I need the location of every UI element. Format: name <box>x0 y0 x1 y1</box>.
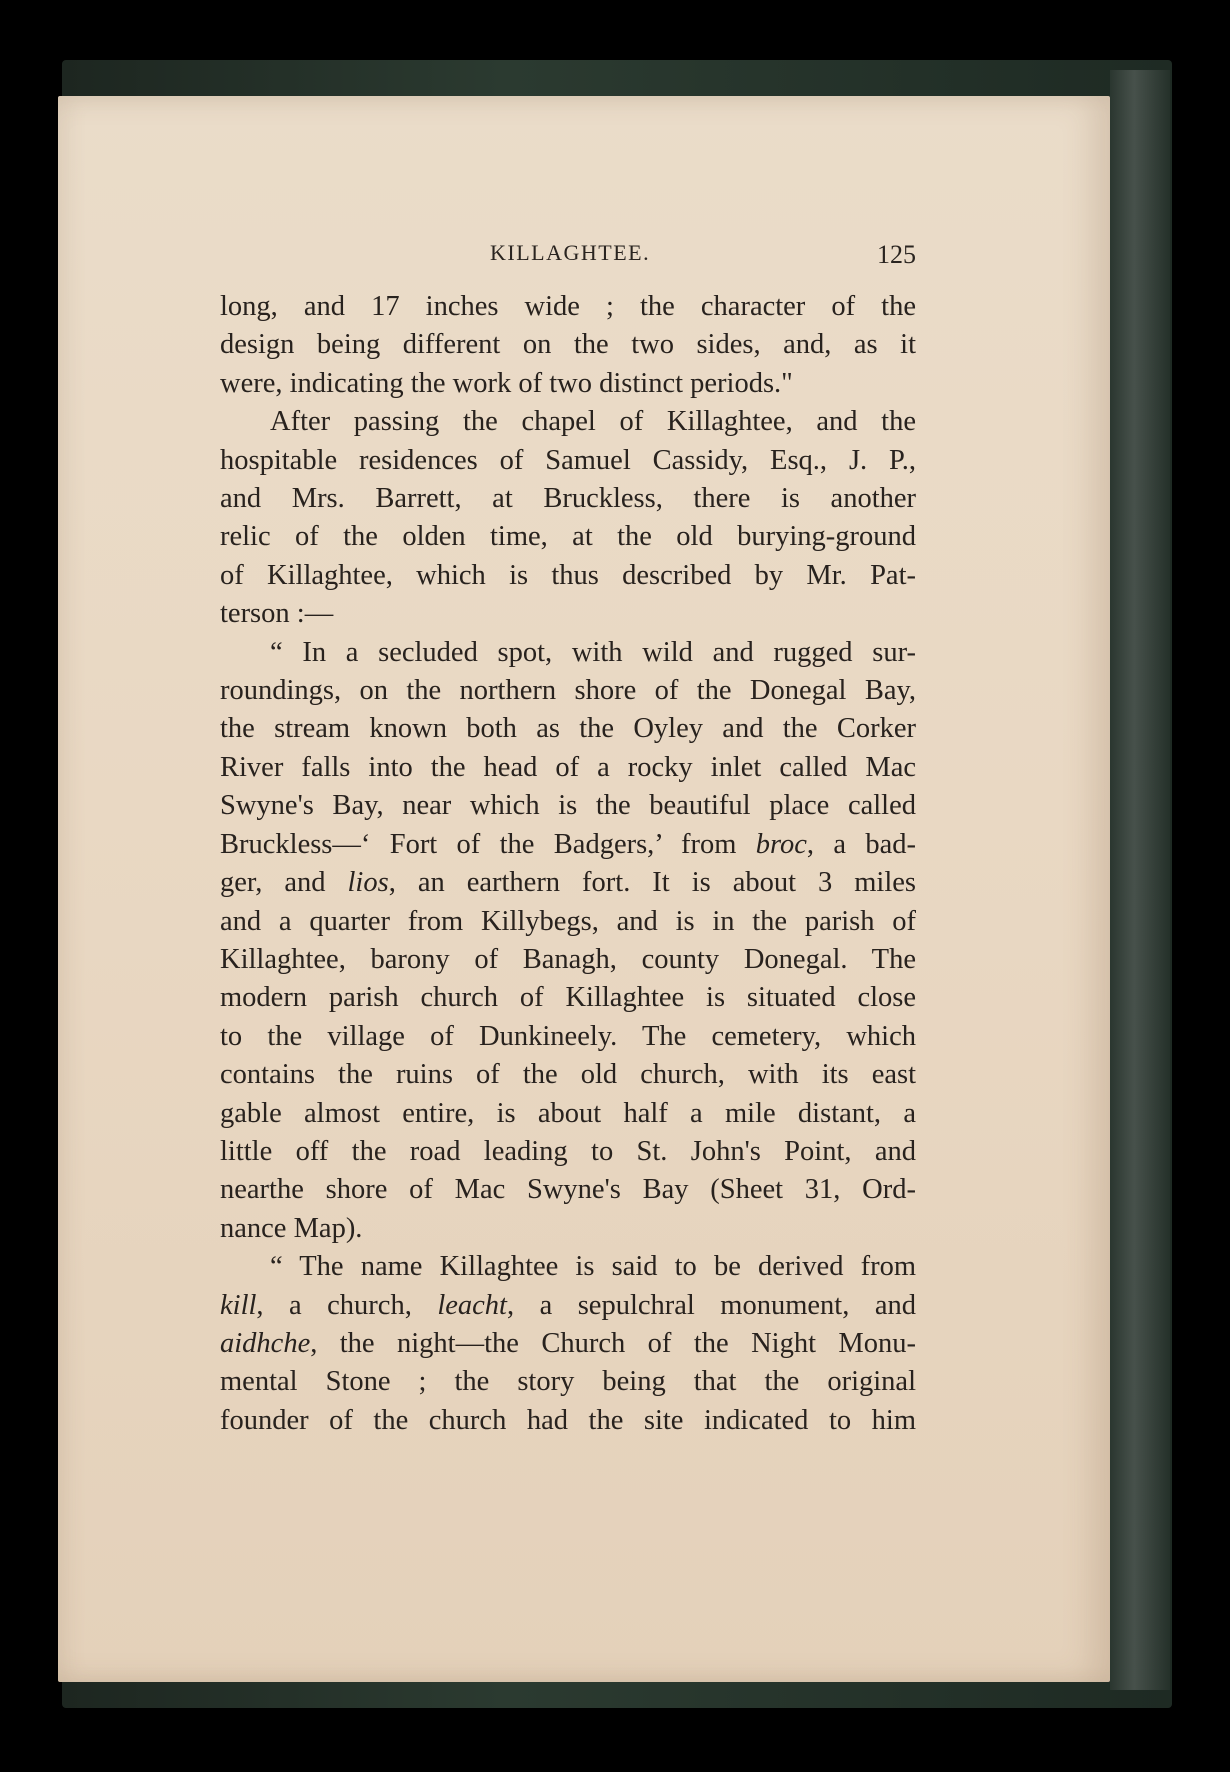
text-line: modern parish church of Killaghtee is situated close <box>220 982 916 1014</box>
text-run: , a church, <box>256 1289 438 1321</box>
text-line: of Killaghtee, which is thus described by Mr. Pat- <box>220 559 916 591</box>
text-line: gable almost entire, is about half a mile distant, a <box>220 1097 916 1129</box>
paragraph-3 <box>220 634 916 1249</box>
text-line <box>220 1325 916 1363</box>
text-line: terson :— <box>220 598 334 630</box>
text-line: mental Stone ; the story being that the original <box>220 1366 916 1398</box>
text-run: , an earthern fort. It is about 3 miles <box>388 867 916 899</box>
text-line: Swyne's Bay, near which is the beautiful place called <box>220 790 916 822</box>
text-line: long, and 17 inches wide ; the character of the <box>220 291 916 322</box>
italic-term: broc <box>755 828 807 860</box>
paragraph-2 <box>220 403 916 633</box>
text-line: the stream known both as the Oyley and the Corker <box>220 713 916 745</box>
text-line: “ The name Killaghtee is said to be derived from <box>270 1251 916 1283</box>
text-run: ger, and <box>220 867 348 899</box>
text-line: nearthe shore of Mac Swyne's Bay (Sheet 31, Ord- <box>220 1174 916 1206</box>
paragraph-1 <box>220 288 916 403</box>
text-line: roundings, on the northern shore of the Donegal Bay, <box>220 675 916 707</box>
italic-term: aidhche <box>220 1327 311 1359</box>
italic-term: kill <box>220 1289 257 1321</box>
text-line: hospitable residences of Samuel Cassidy, Esq., J. P., <box>220 444 916 476</box>
text-line: “ In a secluded spot, with wild and rugged sur- <box>270 636 916 668</box>
text-line <box>220 1287 916 1325</box>
paragraph-4 <box>220 1248 916 1440</box>
text-line: River falls into the head of a rocky inlet called Mac <box>220 751 916 783</box>
text-run: , a sepulchral monument, and <box>506 1289 916 1321</box>
running-head-title: KILLAGHTEE. <box>490 240 651 265</box>
text-line: little off the road leading to St. John's Point, and <box>220 1135 916 1167</box>
italic-term: leacht <box>437 1289 507 1321</box>
plastic-sleeve-edge <box>1110 70 1170 1690</box>
text-line: and a quarter from Killybegs, and is in the parish of <box>220 905 916 937</box>
text-line: Killaghtee, barony of Banagh, county Donegal. The <box>220 943 916 975</box>
text-line: to the village of Dunkineely. The cemetery, which <box>220 1020 916 1052</box>
text-run: , a bad- <box>806 828 916 860</box>
body-text <box>220 288 916 1440</box>
text-line: founder of the church had the site indicated to him <box>220 1404 916 1436</box>
text-line <box>220 826 916 864</box>
text-line: contains the ruins of the old church, with its east <box>220 1059 916 1091</box>
text-run: Bruckless—‘ Fort of the Badgers,’ from <box>220 828 756 860</box>
text-line: nance Map). <box>220 1212 363 1244</box>
text-line: and Mrs. Barrett, at Bruckless, there is another <box>220 483 916 515</box>
text-line: relic of the olden time, at the old burying-ground <box>220 521 916 553</box>
text-line: were, indicating the work of two distinct periods." <box>220 367 793 399</box>
running-head <box>220 240 916 280</box>
text-line: design being different on the two sides, and, as it <box>220 329 916 361</box>
italic-term: lios <box>347 867 389 899</box>
page-number: 125 <box>877 240 916 269</box>
text-run: , the night—the Church of the Night Monu- <box>310 1327 916 1359</box>
text-line <box>220 864 916 902</box>
text-line: After passing the chapel of Killaghtee, and the <box>270 406 916 438</box>
